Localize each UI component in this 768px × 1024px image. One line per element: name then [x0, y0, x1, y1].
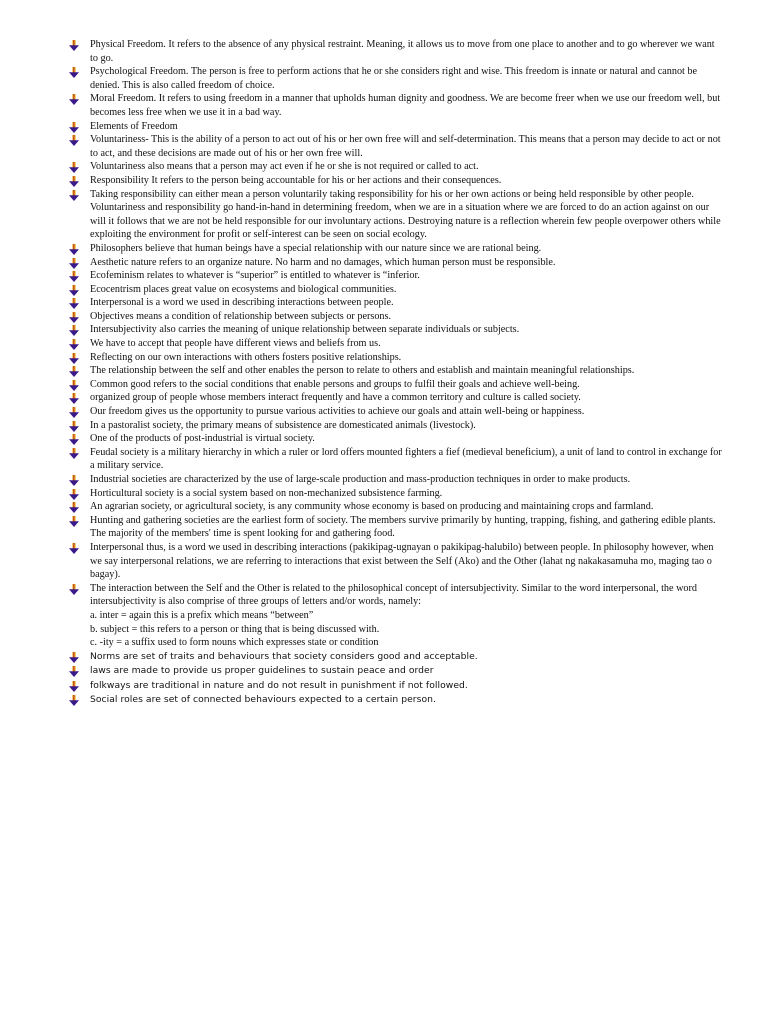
arrow-bullet-icon: [69, 681, 79, 692]
list-item: [0, 323, 768, 337]
list-item: [0, 65, 768, 92]
arrow-bullet-icon: [69, 652, 79, 663]
list-item: [0, 242, 768, 256]
list-item-text: Horticultural society is a social system based on non-mechanized subsistence farming.: [90, 487, 443, 499]
list-item-text: Hunting and gathering societies are the earliest form of society. The members survive primarily by hunting, trapping, fishing, and gathering edible plants. The majority of the members' time is spent looking for and gathering food.: [90, 514, 716, 540]
list-item: [0, 364, 768, 378]
list-item: [0, 92, 768, 119]
list-item: [0, 500, 768, 514]
list-item: [0, 269, 768, 283]
list-item-text: Industrial societies are characterized by the use of large-scale production and mass-production techniques in order to make products.: [90, 474, 631, 485]
sub-item: b. subject = this refers to a person or thing that is being discussed with.: [90, 623, 380, 635]
arrow-bullet-icon: [69, 475, 79, 486]
arrow-bullet-icon: [69, 244, 79, 255]
list-item: [0, 514, 768, 541]
arrow-bullet-icon: [69, 122, 79, 133]
list-item-text: Objectives means a condition of relationship between subjects or persons.: [90, 310, 392, 322]
arrow-bullet-icon: [69, 366, 79, 377]
list-item: [0, 38, 768, 65]
list-item: [0, 283, 768, 297]
list-item: [0, 679, 768, 693]
document-page: [0, 38, 768, 707]
list-item-text: laws are made to provide us proper guidelines to sustain peace and order: [90, 665, 434, 677]
list-item-text: Psychological Freedom. The person is free to perform actions that he or she considers right and wise. This freedom is innate or natural and cannot be denied. This is also called freedom of choice.: [90, 66, 698, 91]
bullet-list: [0, 38, 768, 707]
list-item-text: Physical Freedom. It refers to the absence of any physical restraint. Meaning, it allows us to move from one place to another and to go wherever we want to go.: [90, 39, 715, 64]
list-item: [0, 337, 768, 351]
list-item: [0, 582, 768, 650]
list-item: [0, 405, 768, 419]
list-item: [0, 256, 768, 270]
list-item: [0, 391, 768, 405]
list-item-text: Voluntariness also means that a person may act even if he or she is not required or called to act.: [90, 161, 479, 173]
list-item: [0, 446, 768, 473]
list-item-text: An agrarian society, or agricultural society, is any community whose economy is based on producing and maintaining crops and farmland.: [90, 501, 654, 513]
list-item-text: Social roles are set of connected behaviours expected to a certain person.: [90, 693, 436, 705]
list-item-text: Our freedom gives us the opportunity to pursue various activities to achieve our goals and attain well-being or happiness.: [90, 406, 585, 418]
arrow-bullet-icon: [69, 190, 79, 201]
sub-item: c. -ity = a suffix used to form nouns which expresses state or condition: [90, 637, 379, 649]
arrow-bullet-icon: [69, 285, 79, 296]
list-item-text: Elements of Freedom: [90, 120, 178, 132]
list-item-text: The relationship between the self and other enables the person to relate to others and establish and maintain meaningful relationships.: [90, 365, 635, 377]
list-item: [0, 310, 768, 324]
list-item-text: Taking responsibility can either mean a person voluntarily taking responsibility for his or her own actions or being held responsible by other people. Voluntariness and responsibility go hand-in-hand in determining freedom, when we are in a situation where we are forced to do an action against on our will it follows that we are not be held responsible for our involuntary actions. Destroying nature is a reflection wherein few people overpower others while exploiting the environment for profit or self-interest can be seen on social ecology.: [90, 188, 721, 241]
arrow-bullet-icon: [69, 393, 79, 404]
arrow-bullet-icon: [69, 584, 79, 595]
arrow-bullet-icon: [69, 448, 79, 459]
list-item-text: organized group of people whose members interact frequently and have a common territory and culture is called society.: [90, 392, 581, 404]
arrow-bullet-icon: [69, 543, 79, 554]
list-item-text: We have to accept that people have different views and beliefs from us.: [90, 338, 381, 350]
arrow-bullet-icon: [69, 380, 79, 391]
list-item-text: Feudal society is a military hierarchy in which a ruler or lord offers mounted fighters a fief (medieval beneficium), a unit of land to control in exchange for a military service.: [90, 446, 722, 472]
arrow-bullet-icon: [69, 516, 79, 527]
list-item: [0, 487, 768, 501]
arrow-bullet-icon: [69, 271, 79, 282]
list-item-text: The interaction between the Self and the Other is related to the philosophical concept of intersubjectivity. Similar to the word interpersonal, the word intersubjectivity is also comprise of three groups of letters and/or words, namely:: [90, 582, 698, 608]
list-item: [0, 473, 768, 487]
list-item: [0, 133, 768, 160]
list-item-text: Ecocentrism places great value on ecosystems and biological communities.: [90, 283, 397, 295]
arrow-bullet-icon: [69, 135, 79, 146]
arrow-bullet-icon: [69, 40, 79, 51]
list-item: [0, 160, 768, 174]
arrow-bullet-icon: [69, 695, 79, 706]
arrow-bullet-icon: [69, 353, 79, 364]
list-item: [0, 188, 768, 242]
list-item-text: Norms are set of traits and behaviours that society considers good and acceptable.: [90, 650, 478, 662]
list-item: [0, 650, 768, 664]
arrow-bullet-icon: [69, 325, 79, 336]
list-item-text: Moral Freedom. It refers to using freedom in a manner that upholds human dignity and goodness. We are become freer when we use our freedom well, but becomes less free when we use it in a bad way.: [90, 93, 721, 118]
list-item-text: Common good refers to the social conditions that enable persons and groups to fulfil their goals and achieve well-being.: [90, 378, 580, 390]
list-item-text: In a pastoralist society, the primary means of subsistence are domesticated animals (livestock).: [90, 419, 476, 431]
list-item: [0, 664, 768, 678]
list-item: [0, 432, 768, 446]
arrow-bullet-icon: [69, 421, 79, 432]
arrow-bullet-icon: [69, 94, 79, 105]
arrow-bullet-icon: [69, 312, 79, 323]
list-item-text: folkways are traditional in nature and do not result in punishment if not followed.: [90, 679, 468, 691]
arrow-bullet-icon: [69, 339, 79, 350]
arrow-bullet-icon: [69, 434, 79, 445]
arrow-bullet-icon: [69, 176, 79, 187]
arrow-bullet-icon: [69, 67, 79, 78]
list-item-text: Reflecting on our own interactions with others fosters positive relationships.: [90, 351, 402, 363]
list-item: [0, 693, 768, 707]
list-item: [0, 296, 768, 310]
arrow-bullet-icon: [69, 502, 79, 513]
list-item: [0, 541, 768, 582]
list-item: [0, 419, 768, 433]
arrow-bullet-icon: [69, 258, 79, 269]
arrow-bullet-icon: [69, 162, 79, 173]
list-item-text: Philosophers believe that human beings have a special relationship with our nature since we are rational being.: [90, 242, 542, 254]
list-item-text: Intersubjectivity also carries the meaning of unique relationship between separate individuals or subjects.: [90, 324, 520, 336]
list-item-text: One of the products of post-industrial is virtual society.: [90, 433, 315, 445]
list-item: [0, 378, 768, 392]
sub-item: a. inter = again this is a prefix which means “between”: [90, 609, 314, 621]
list-item-text: Interpersonal is a word we used in describing interactions between people.: [90, 297, 394, 309]
list-item-text: Responsibility It refers to the person being accountable for his or her actions and their consequences.: [90, 174, 502, 186]
arrow-bullet-icon: [69, 298, 79, 309]
list-item: [0, 351, 768, 365]
arrow-bullet-icon: [69, 666, 79, 677]
list-item-text: Voluntariness- This is the ability of a person to act out of his or her own free will and self-determination. This means that a person may decide to act or not to act, and these decisions are made out of his or her own free will.: [90, 134, 721, 159]
list-item-text: Ecofeminism relates to whatever is “superior” is entitled to whatever is “inferior.: [90, 270, 420, 282]
list-item: [0, 120, 768, 134]
list-item-text: Aesthetic nature refers to an organize nature. No harm and no damages, which human person must be responsible.: [90, 256, 556, 268]
arrow-bullet-icon: [69, 489, 79, 500]
list-item: [0, 174, 768, 188]
list-item-text: Interpersonal thus, is a word we used in describing interactions (pakikipag-ugnayan o pakikipag-halubilo) between people. In philosophy however, when we say interpersonal relations, we are referring to interactions that exist between the Self (Ako) and the Other (lahat ng nakakasamuha mo, maging tao o bagay).: [90, 541, 714, 581]
arrow-bullet-icon: [69, 407, 79, 418]
